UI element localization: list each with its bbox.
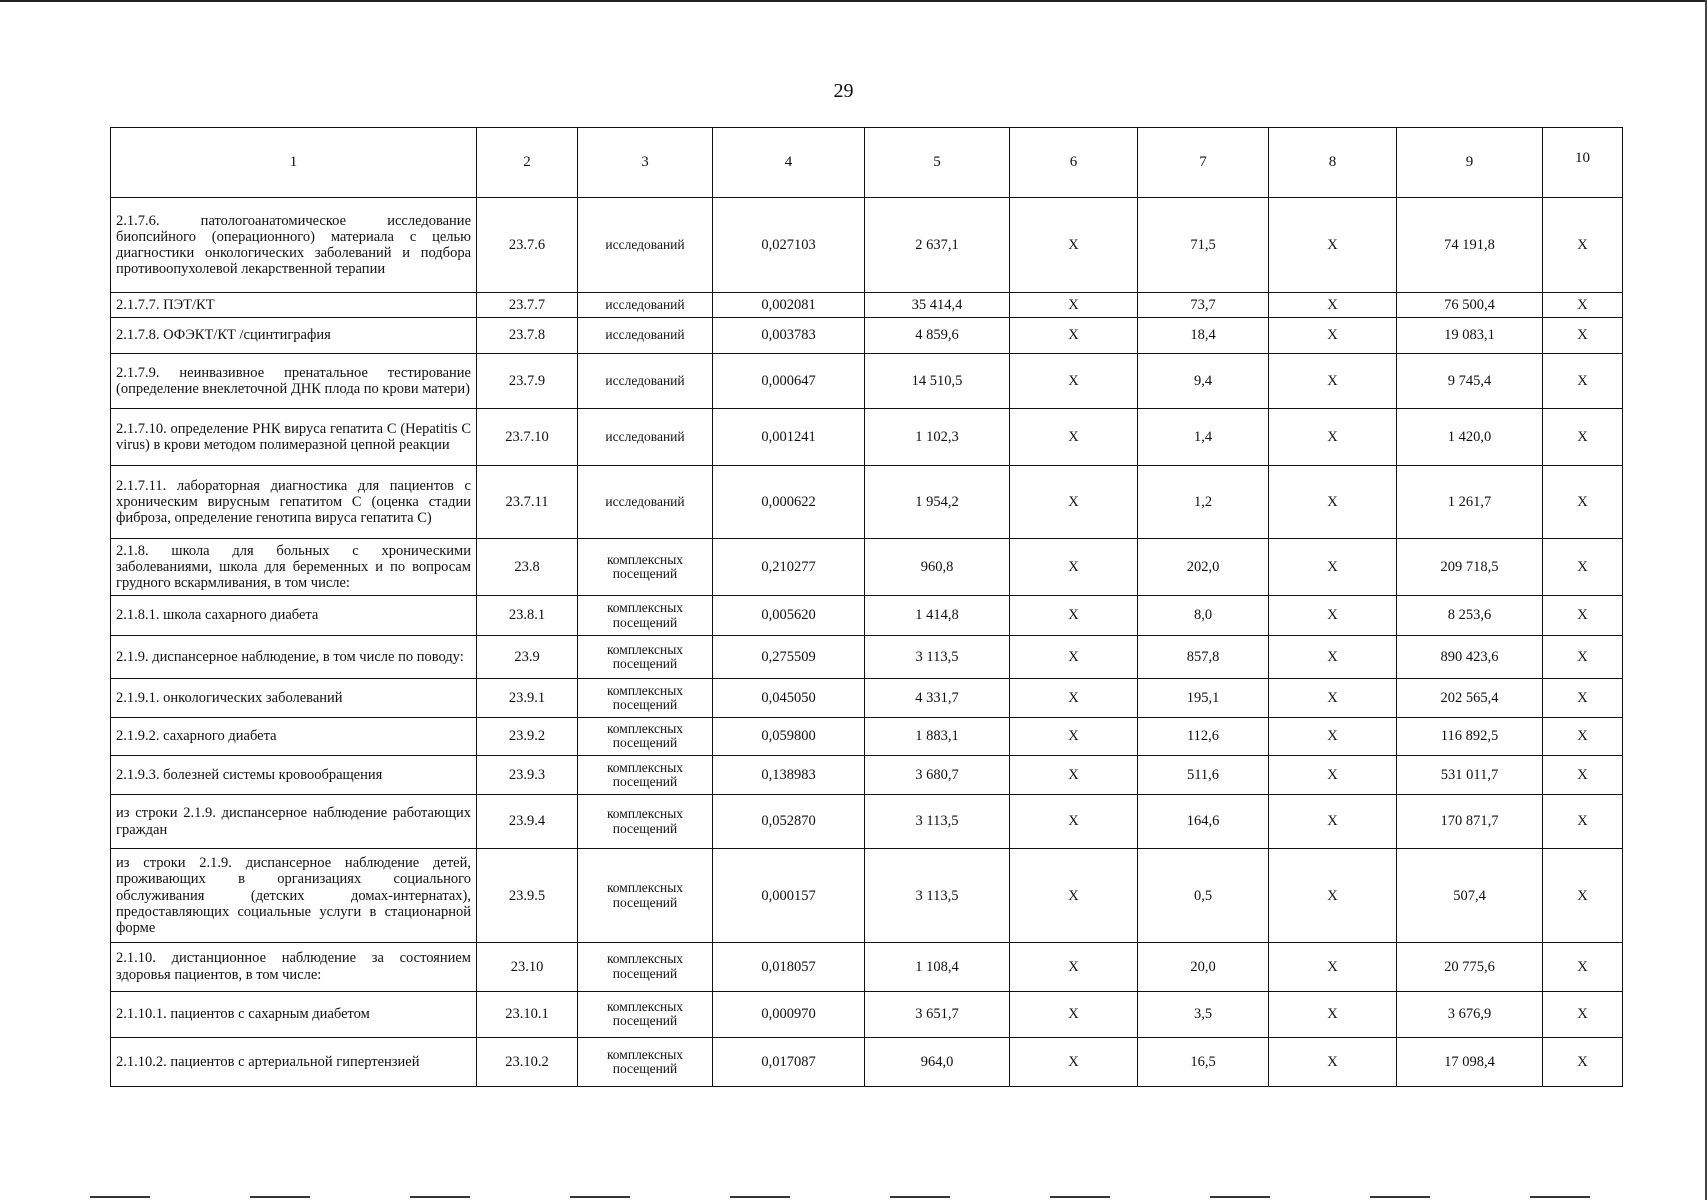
- row-name-cell: 2.1.9.1. онкологических заболеваний: [111, 678, 477, 717]
- row-unit-cell: комплексных посещений: [578, 678, 713, 717]
- row-col10-cell: X: [1543, 198, 1623, 293]
- row-col5-cell: 4 859,6: [865, 317, 1010, 354]
- row-col4-cell: 0,003783: [713, 317, 865, 354]
- row-unit-cell: комплексных посещений: [578, 636, 713, 679]
- row-col4-cell: 0,002081: [713, 293, 865, 317]
- row-col4-cell: 0,005620: [713, 595, 865, 636]
- row-col8-cell: X: [1269, 595, 1397, 636]
- row-name-cell: 2.1.10. дистанционное наблюдение за состоянием здоровья пациентов, в том числе:: [111, 942, 477, 991]
- row-col4-cell: 0,138983: [713, 756, 865, 795]
- row-col4-cell: 0,045050: [713, 678, 865, 717]
- scan-edge-bottom: [90, 1196, 1690, 1198]
- table-body: [111, 198, 1623, 1087]
- row-col10-cell: X: [1543, 942, 1623, 991]
- table-header-row: [111, 128, 1623, 198]
- row-col8-cell: X: [1269, 991, 1397, 1038]
- column-header: 5: [865, 128, 1010, 198]
- row-col4-cell: 0,052870: [713, 794, 865, 849]
- row-col9-cell: 20 775,6: [1397, 942, 1543, 991]
- row-name-cell: 2.1.10.2. пациентов с артериальной гипертензией: [111, 1038, 477, 1087]
- row-col8-cell: X: [1269, 465, 1397, 538]
- row-unit-cell: комплексных посещений: [578, 1038, 713, 1087]
- row-code-cell: 23.7.11: [477, 465, 578, 538]
- row-col5-cell: 3 651,7: [865, 991, 1010, 1038]
- row-code-cell: 23.9: [477, 636, 578, 679]
- row-col7-cell: 20,0: [1138, 942, 1269, 991]
- row-col5-cell: 1 108,4: [865, 942, 1010, 991]
- row-col9-cell: 1 261,7: [1397, 465, 1543, 538]
- row-col4-cell: 0,000622: [713, 465, 865, 538]
- row-col4-cell: 0,059800: [713, 717, 865, 756]
- row-col7-cell: 202,0: [1138, 538, 1269, 595]
- row-col8-cell: X: [1269, 409, 1397, 466]
- row-unit-cell: исследований: [578, 198, 713, 293]
- row-col10-cell: X: [1543, 991, 1623, 1038]
- row-code-cell: 23.8: [477, 538, 578, 595]
- row-col6-cell: X: [1010, 198, 1138, 293]
- row-col5-cell: 1 883,1: [865, 717, 1010, 756]
- table-row: [111, 1038, 1623, 1087]
- column-header: 6: [1010, 128, 1138, 198]
- row-col6-cell: X: [1010, 717, 1138, 756]
- row-col8-cell: X: [1269, 317, 1397, 354]
- table-row: [111, 717, 1623, 756]
- table-row: [111, 595, 1623, 636]
- row-name-cell: 2.1.7.7. ПЭТ/КТ: [111, 293, 477, 317]
- table-row: [111, 465, 1623, 538]
- row-col8-cell: X: [1269, 849, 1397, 942]
- row-name-cell: из строки 2.1.9. диспансерное наблюдение детей, проживающих в организациях социального обслуживания (детских домах-интернатах), предоставляющих социальные услуги в стационарной форме: [111, 849, 477, 942]
- row-col7-cell: 1,2: [1138, 465, 1269, 538]
- row-col5-cell: 14 510,5: [865, 354, 1010, 409]
- row-unit-cell: комплексных посещений: [578, 717, 713, 756]
- row-col10-cell: X: [1543, 409, 1623, 466]
- column-header: 7: [1138, 128, 1269, 198]
- row-col9-cell: 19 083,1: [1397, 317, 1543, 354]
- scan-edge-top: [0, 0, 1707, 2]
- row-code-cell: 23.10: [477, 942, 578, 991]
- table-row: [111, 198, 1623, 293]
- row-col6-cell: X: [1010, 465, 1138, 538]
- row-code-cell: 23.7.6: [477, 198, 578, 293]
- row-col9-cell: 116 892,5: [1397, 717, 1543, 756]
- row-col6-cell: X: [1010, 409, 1138, 466]
- row-col9-cell: 9 745,4: [1397, 354, 1543, 409]
- row-col5-cell: 1 414,8: [865, 595, 1010, 636]
- table-row: [111, 942, 1623, 991]
- row-col9-cell: 890 423,6: [1397, 636, 1543, 679]
- row-unit-cell: исследований: [578, 465, 713, 538]
- table-row: [111, 756, 1623, 795]
- row-col8-cell: X: [1269, 717, 1397, 756]
- row-unit-cell: комплексных посещений: [578, 991, 713, 1038]
- table-row: [111, 678, 1623, 717]
- table-row: [111, 849, 1623, 942]
- row-unit-cell: комплексных посещений: [578, 595, 713, 636]
- row-col5-cell: 4 331,7: [865, 678, 1010, 717]
- row-col10-cell: X: [1543, 717, 1623, 756]
- row-col4-cell: 0,000157: [713, 849, 865, 942]
- row-unit-cell: исследований: [578, 317, 713, 354]
- row-name-cell: 2.1.10.1. пациентов с сахарным диабетом: [111, 991, 477, 1038]
- row-code-cell: 23.7.8: [477, 317, 578, 354]
- row-col8-cell: X: [1269, 756, 1397, 795]
- row-col5-cell: 964,0: [865, 1038, 1010, 1087]
- row-col9-cell: 507,4: [1397, 849, 1543, 942]
- row-col9-cell: 3 676,9: [1397, 991, 1543, 1038]
- row-col4-cell: 0,275509: [713, 636, 865, 679]
- table-row: [111, 354, 1623, 409]
- table-row: [111, 991, 1623, 1038]
- row-col10-cell: X: [1543, 538, 1623, 595]
- row-col6-cell: X: [1010, 756, 1138, 795]
- row-col8-cell: X: [1269, 942, 1397, 991]
- row-col9-cell: 76 500,4: [1397, 293, 1543, 317]
- data-table: [110, 127, 1623, 1087]
- row-col5-cell: 1 102,3: [865, 409, 1010, 466]
- row-col5-cell: 1 954,2: [865, 465, 1010, 538]
- row-col10-cell: X: [1543, 1038, 1623, 1087]
- row-unit-cell: комплексных посещений: [578, 538, 713, 595]
- row-name-cell: 2.1.7.6. патологоанатомическое исследование биопсийного (операционного) материала с целью диагностики онкологических заболеваний и подбора противоопухолевой лекарственной терапии: [111, 198, 477, 293]
- row-col6-cell: X: [1010, 636, 1138, 679]
- row-col8-cell: X: [1269, 794, 1397, 849]
- row-code-cell: 23.8.1: [477, 595, 578, 636]
- row-col10-cell: X: [1543, 849, 1623, 942]
- row-name-cell: 2.1.7.8. ОФЭКТ/КТ /сцинтиграфия: [111, 317, 477, 354]
- row-col9-cell: 17 098,4: [1397, 1038, 1543, 1087]
- row-col7-cell: 18,4: [1138, 317, 1269, 354]
- row-code-cell: 23.7.7: [477, 293, 578, 317]
- row-col5-cell: 960,8: [865, 538, 1010, 595]
- row-code-cell: 23.10.1: [477, 991, 578, 1038]
- row-col4-cell: 0,001241: [713, 409, 865, 466]
- row-code-cell: 23.7.9: [477, 354, 578, 409]
- row-unit-cell: исследований: [578, 409, 713, 466]
- row-col5-cell: 35 414,4: [865, 293, 1010, 317]
- row-unit-cell: комплексных посещений: [578, 794, 713, 849]
- row-col9-cell: 8 253,6: [1397, 595, 1543, 636]
- row-col9-cell: 202 565,4: [1397, 678, 1543, 717]
- row-code-cell: 23.9.4: [477, 794, 578, 849]
- column-header: 4: [713, 128, 865, 198]
- table-row: [111, 317, 1623, 354]
- row-col7-cell: 16,5: [1138, 1038, 1269, 1087]
- row-col10-cell: X: [1543, 595, 1623, 636]
- row-code-cell: 23.9.3: [477, 756, 578, 795]
- row-col6-cell: X: [1010, 849, 1138, 942]
- row-col5-cell: 3 113,5: [865, 636, 1010, 679]
- row-col7-cell: 1,4: [1138, 409, 1269, 466]
- row-col9-cell: 170 871,7: [1397, 794, 1543, 849]
- row-name-cell: 2.1.8. школа для больных с хроническими заболеваниями, школа для беременных и по вопросам грудного вскармливания, в том числе:: [111, 538, 477, 595]
- row-col7-cell: 112,6: [1138, 717, 1269, 756]
- row-col10-cell: X: [1543, 354, 1623, 409]
- row-unit-cell: исследований: [578, 293, 713, 317]
- row-unit-cell: комплексных посещений: [578, 942, 713, 991]
- row-col9-cell: 74 191,8: [1397, 198, 1543, 293]
- row-col6-cell: X: [1010, 354, 1138, 409]
- row-col8-cell: X: [1269, 1038, 1397, 1087]
- row-name-cell: 2.1.7.9. неинвазивное пренатальное тестирование (определение внеклеточной ДНК плода по крови матери): [111, 354, 477, 409]
- row-col5-cell: 3 680,7: [865, 756, 1010, 795]
- row-unit-cell: исследований: [578, 354, 713, 409]
- row-name-cell: 2.1.9. диспансерное наблюдение, в том числе по поводу:: [111, 636, 477, 679]
- row-code-cell: 23.7.10: [477, 409, 578, 466]
- row-col4-cell: 0,027103: [713, 198, 865, 293]
- row-col6-cell: X: [1010, 595, 1138, 636]
- row-col8-cell: X: [1269, 678, 1397, 717]
- row-col9-cell: 531 011,7: [1397, 756, 1543, 795]
- row-col10-cell: X: [1543, 678, 1623, 717]
- row-col8-cell: X: [1269, 354, 1397, 409]
- row-col9-cell: 1 420,0: [1397, 409, 1543, 466]
- row-name-cell: 2.1.8.1. школа сахарного диабета: [111, 595, 477, 636]
- row-col4-cell: 0,018057: [713, 942, 865, 991]
- row-code-cell: 23.9.5: [477, 849, 578, 942]
- column-header: 9: [1397, 128, 1543, 198]
- table-row: [111, 794, 1623, 849]
- row-col7-cell: 9,4: [1138, 354, 1269, 409]
- row-col5-cell: 3 113,5: [865, 849, 1010, 942]
- row-col6-cell: X: [1010, 538, 1138, 595]
- column-header: 3: [578, 128, 713, 198]
- page-number: 29: [833, 80, 854, 102]
- row-col9-cell: 209 718,5: [1397, 538, 1543, 595]
- row-name-cell: 2.1.7.10. определение РНК вируса гепатита С (Hepatitis C virus) в крови методом полимеразной цепной реакции: [111, 409, 477, 466]
- row-col5-cell: 3 113,5: [865, 794, 1010, 849]
- table-row: [111, 636, 1623, 679]
- row-col6-cell: X: [1010, 317, 1138, 354]
- row-col6-cell: X: [1010, 991, 1138, 1038]
- row-col7-cell: 164,6: [1138, 794, 1269, 849]
- row-col10-cell: X: [1543, 794, 1623, 849]
- table-row: [111, 409, 1623, 466]
- row-col4-cell: 0,000970: [713, 991, 865, 1038]
- column-header: 2: [477, 128, 578, 198]
- row-col6-cell: X: [1010, 1038, 1138, 1087]
- row-col4-cell: 0,000647: [713, 354, 865, 409]
- row-code-cell: 23.9.2: [477, 717, 578, 756]
- row-col10-cell: X: [1543, 756, 1623, 795]
- row-col7-cell: 3,5: [1138, 991, 1269, 1038]
- row-col7-cell: 857,8: [1138, 636, 1269, 679]
- row-col4-cell: 0,017087: [713, 1038, 865, 1087]
- row-col6-cell: X: [1010, 794, 1138, 849]
- row-col6-cell: X: [1010, 293, 1138, 317]
- row-code-cell: 23.9.1: [477, 678, 578, 717]
- column-header: 10: [1543, 128, 1623, 198]
- row-col6-cell: X: [1010, 678, 1138, 717]
- row-col4-cell: 0,210277: [713, 538, 865, 595]
- column-header: 8: [1269, 128, 1397, 198]
- row-col10-cell: X: [1543, 636, 1623, 679]
- row-col7-cell: 73,7: [1138, 293, 1269, 317]
- row-col10-cell: X: [1543, 465, 1623, 538]
- row-col6-cell: X: [1010, 942, 1138, 991]
- row-code-cell: 23.10.2: [477, 1038, 578, 1087]
- row-col10-cell: X: [1543, 293, 1623, 317]
- column-header: 1: [111, 128, 477, 198]
- row-col7-cell: 71,5: [1138, 198, 1269, 293]
- row-name-cell: 2.1.9.2. сахарного диабета: [111, 717, 477, 756]
- row-name-cell: 2.1.9.3. болезней системы кровообращения: [111, 756, 477, 795]
- row-col10-cell: X: [1543, 317, 1623, 354]
- table-row: [111, 538, 1623, 595]
- row-col7-cell: 8,0: [1138, 595, 1269, 636]
- row-col8-cell: X: [1269, 198, 1397, 293]
- row-col8-cell: X: [1269, 636, 1397, 679]
- row-name-cell: из строки 2.1.9. диспансерное наблюдение работающих граждан: [111, 794, 477, 849]
- row-col7-cell: 0,5: [1138, 849, 1269, 942]
- row-col7-cell: 195,1: [1138, 678, 1269, 717]
- row-col8-cell: X: [1269, 538, 1397, 595]
- row-name-cell: 2.1.7.11. лабораторная диагностика для пациентов с хроническим вирусным гепатитом С (оценка стадии фиброза, определение генотипа вируса гепатита С): [111, 465, 477, 538]
- row-unit-cell: комплексных посещений: [578, 756, 713, 795]
- row-unit-cell: комплексных посещений: [578, 849, 713, 942]
- table-row: [111, 293, 1623, 317]
- row-col5-cell: 2 637,1: [865, 198, 1010, 293]
- row-col7-cell: 511,6: [1138, 756, 1269, 795]
- row-col8-cell: X: [1269, 293, 1397, 317]
